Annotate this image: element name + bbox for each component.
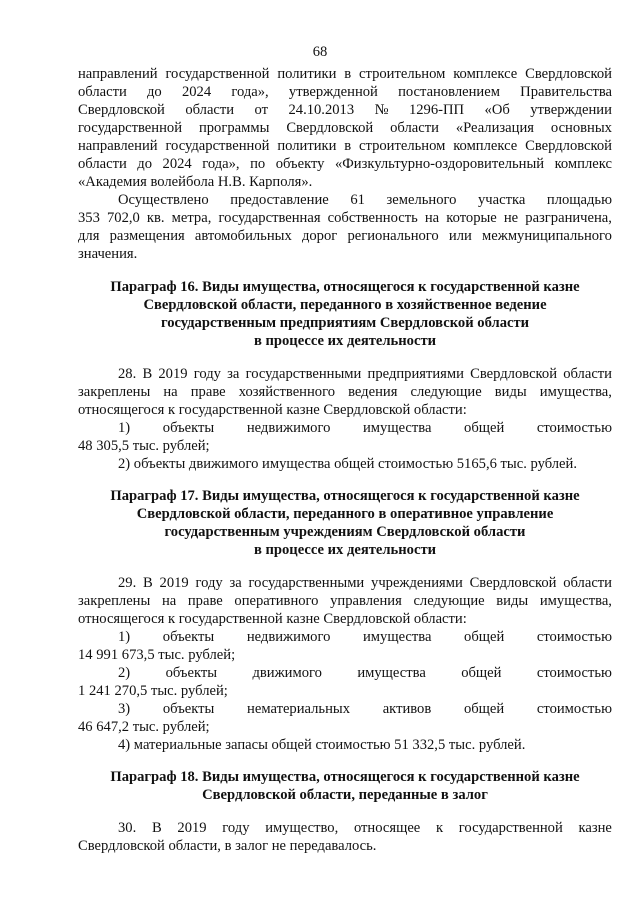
body-line	[118, 629, 612, 646]
word: имущества	[363, 420, 432, 436]
word: закреплены	[78, 593, 151, 609]
intro-line: «Академия волейбола Н.В. Карполя».	[78, 174, 313, 190]
word: года»,	[202, 156, 240, 172]
word: Свердловской	[525, 66, 612, 82]
section-heading-line: Параграф 16. Виды имущества, относящегося к государственной казне	[110, 279, 580, 295]
word: 28.	[118, 366, 137, 382]
word: 1)	[118, 420, 131, 436]
word: государственной	[458, 820, 563, 836]
word: 2024	[162, 156, 192, 172]
intro-line	[78, 84, 612, 101]
word: 3)	[118, 701, 131, 717]
word: стоимостью	[536, 629, 612, 645]
word: имущество,	[265, 820, 339, 836]
word: до	[147, 84, 162, 100]
word: за	[229, 575, 242, 591]
body-line	[78, 384, 612, 401]
word: политики	[277, 138, 337, 154]
word: следующие	[413, 593, 485, 609]
word: государственными	[248, 575, 365, 591]
body-line	[118, 366, 612, 383]
word: объекты	[162, 420, 215, 436]
body-line: 4) материальные запасы общей стоимостью 51 332,5 тыс. рублей.	[118, 737, 526, 753]
word: направлений	[78, 66, 158, 82]
intro-line	[78, 138, 612, 155]
word: В	[142, 366, 153, 382]
word: направлений	[78, 138, 158, 154]
body-line: 14 991 673,5 тыс. рублей;	[78, 647, 236, 663]
word: 2019	[158, 366, 188, 382]
word: «Об	[484, 102, 510, 118]
word: предоставление	[230, 192, 329, 208]
word: по	[250, 156, 266, 172]
word: 29.	[118, 575, 137, 591]
word: стоимостью	[536, 665, 612, 681]
section-heading-line: Свердловской области, переданные в залог	[202, 787, 488, 803]
section-heading-line: в процессе их деятельности	[253, 542, 437, 558]
word: управления	[330, 593, 402, 609]
word: размещения	[109, 228, 185, 244]
word: хозяйственного	[238, 384, 336, 400]
word: учреждениями	[371, 575, 463, 591]
word: году	[222, 820, 250, 836]
word: в	[344, 138, 352, 154]
body-line	[118, 575, 612, 592]
word: не	[503, 210, 519, 226]
word: основных	[550, 120, 612, 136]
word: утвержденной	[288, 84, 378, 100]
word: имущества	[357, 665, 426, 681]
intro-line	[78, 66, 612, 83]
word: общей	[463, 701, 505, 717]
word: государственной	[78, 120, 183, 136]
word: метра,	[171, 210, 212, 226]
word: недвижимого	[246, 629, 331, 645]
body-line: относящегося к государственной казне Свердловской области:	[78, 402, 467, 418]
word: площадью	[546, 192, 612, 208]
body-line	[118, 420, 612, 437]
body-line	[118, 665, 612, 682]
word: дорог	[301, 228, 338, 244]
word: 2)	[118, 665, 131, 681]
word: праве	[187, 593, 223, 609]
word: «Физкультурно-оздоровительный	[334, 156, 545, 172]
word: имущества,	[539, 593, 612, 609]
word: оперативного	[234, 593, 319, 609]
word: которые	[446, 210, 497, 226]
word: или	[448, 228, 472, 244]
word: кв.	[146, 210, 165, 226]
word: разграничена,	[525, 210, 612, 226]
word: Свердловской	[525, 138, 612, 154]
word: Осуществлено	[118, 192, 209, 208]
body-line	[78, 593, 612, 610]
body-line: относящегося к государственной казне Свердловской области:	[78, 611, 467, 627]
word: строительном	[359, 138, 446, 154]
section-heading-line: государственным учреждениям Свердловской области	[164, 524, 526, 540]
word: автомобильных	[194, 228, 292, 244]
word: Правительства	[520, 84, 612, 100]
word: строительном	[359, 66, 446, 82]
word: общей	[464, 629, 505, 645]
word: области	[78, 84, 127, 100]
word: В	[151, 820, 162, 836]
word: собственность	[327, 210, 418, 226]
word: 2024	[181, 84, 212, 100]
word: комплексе	[453, 138, 518, 154]
body-line: 2) объекты движимого имущества общей стоимостью 5165,6 тыс. рублей.	[118, 456, 577, 472]
word: земельного	[386, 192, 457, 208]
body-line	[118, 701, 612, 718]
word: виды	[496, 593, 529, 609]
section-heading-line: Свердловской области, переданного в оперативное управление	[136, 506, 554, 522]
word: области	[563, 575, 612, 591]
word: государственной	[165, 66, 270, 82]
word: следующие	[410, 384, 482, 400]
word: Свердловской	[78, 102, 165, 118]
section-heading-line: Параграф 18. Виды имущества, относящегося к государственной казне	[110, 769, 580, 785]
word: активов	[382, 701, 432, 717]
word: имущества	[363, 629, 432, 645]
word: государственными	[245, 366, 362, 382]
word: 2019	[159, 575, 189, 591]
section-heading-line: Параграф 17. Виды имущества, относящегося к государственной казне	[110, 488, 580, 504]
word: 1)	[118, 629, 131, 645]
word: регионального	[347, 228, 439, 244]
body-line: 46 647,2 тыс. рублей;	[78, 719, 210, 735]
word: казне	[578, 820, 612, 836]
word: государственная	[218, 210, 321, 226]
word: объекты	[162, 701, 215, 717]
word: в	[344, 66, 352, 82]
word: В	[143, 575, 153, 591]
word: от	[254, 102, 269, 118]
word: Свердловской	[469, 575, 557, 591]
intro-line	[118, 192, 612, 209]
word: политики	[277, 66, 337, 82]
body-line: Свердловской области, в залог не передавалось.	[78, 838, 377, 854]
word: 702,0	[106, 210, 140, 226]
intro-line	[78, 156, 612, 173]
word: Свердловской	[470, 366, 558, 382]
intro-line	[78, 102, 612, 119]
word: утверждении	[530, 102, 612, 118]
word: общей	[461, 665, 502, 681]
intro-line	[78, 210, 612, 227]
intro-line	[78, 228, 612, 245]
word: 1296-ПП	[408, 102, 465, 118]
intro-line	[78, 120, 612, 137]
word: предприятиями	[367, 366, 464, 382]
word: 353	[78, 210, 100, 226]
word: «Реализация	[455, 120, 534, 136]
word: 61	[350, 192, 365, 208]
word: объекту	[275, 156, 325, 172]
page-number: 68	[312, 44, 328, 60]
section-heading-line: в процессе их деятельности	[253, 333, 437, 349]
word: области	[78, 156, 127, 172]
word: году	[193, 366, 221, 382]
word: до	[137, 156, 153, 172]
word: объекты	[165, 665, 218, 681]
word: общей	[464, 420, 505, 436]
word: стоимостью	[536, 701, 612, 717]
word: закреплены	[78, 384, 151, 400]
word: движимого	[252, 665, 322, 681]
word: области	[185, 102, 235, 118]
word: года»,	[231, 84, 269, 100]
word: области	[563, 366, 612, 382]
word: нематериальных	[247, 701, 350, 717]
word: постановлением	[398, 84, 500, 100]
word: ведения	[348, 384, 398, 400]
word: на	[163, 384, 178, 400]
word: относящее	[353, 820, 421, 836]
word: 2019	[177, 820, 207, 836]
body-line: 1 241 270,5 тыс. рублей;	[78, 683, 228, 699]
word: имущества,	[539, 384, 612, 400]
word: на	[161, 593, 177, 609]
word: комплекс	[554, 156, 612, 172]
word: межмуниципального	[482, 228, 612, 244]
word: участка	[478, 192, 526, 208]
word: виды	[494, 384, 527, 400]
word: №	[374, 102, 389, 118]
word: для	[78, 228, 100, 244]
word: стоимостью	[536, 420, 612, 436]
section-heading-line: Свердловской области, переданного в хозяйственное ведение	[143, 297, 547, 313]
word: году	[195, 575, 223, 591]
body-line	[118, 820, 612, 837]
word: к	[435, 820, 444, 836]
word: за	[227, 366, 240, 382]
body-line: 48 305,5 тыс. рублей;	[78, 438, 210, 454]
word: на	[424, 210, 440, 226]
section-heading-line: государственным предприятиям Свердловской области	[160, 315, 530, 331]
word: праве	[190, 384, 226, 400]
word: государственной	[165, 138, 270, 154]
intro-line: значения.	[78, 246, 138, 262]
word: Свердловской	[286, 120, 374, 136]
word: программы	[198, 120, 270, 136]
word: объекты	[162, 629, 215, 645]
word: комплексе	[453, 66, 518, 82]
word: 30.	[118, 820, 137, 836]
word: недвижимого	[246, 420, 331, 436]
word: 24.10.2013	[288, 102, 355, 118]
word: области	[390, 120, 439, 136]
